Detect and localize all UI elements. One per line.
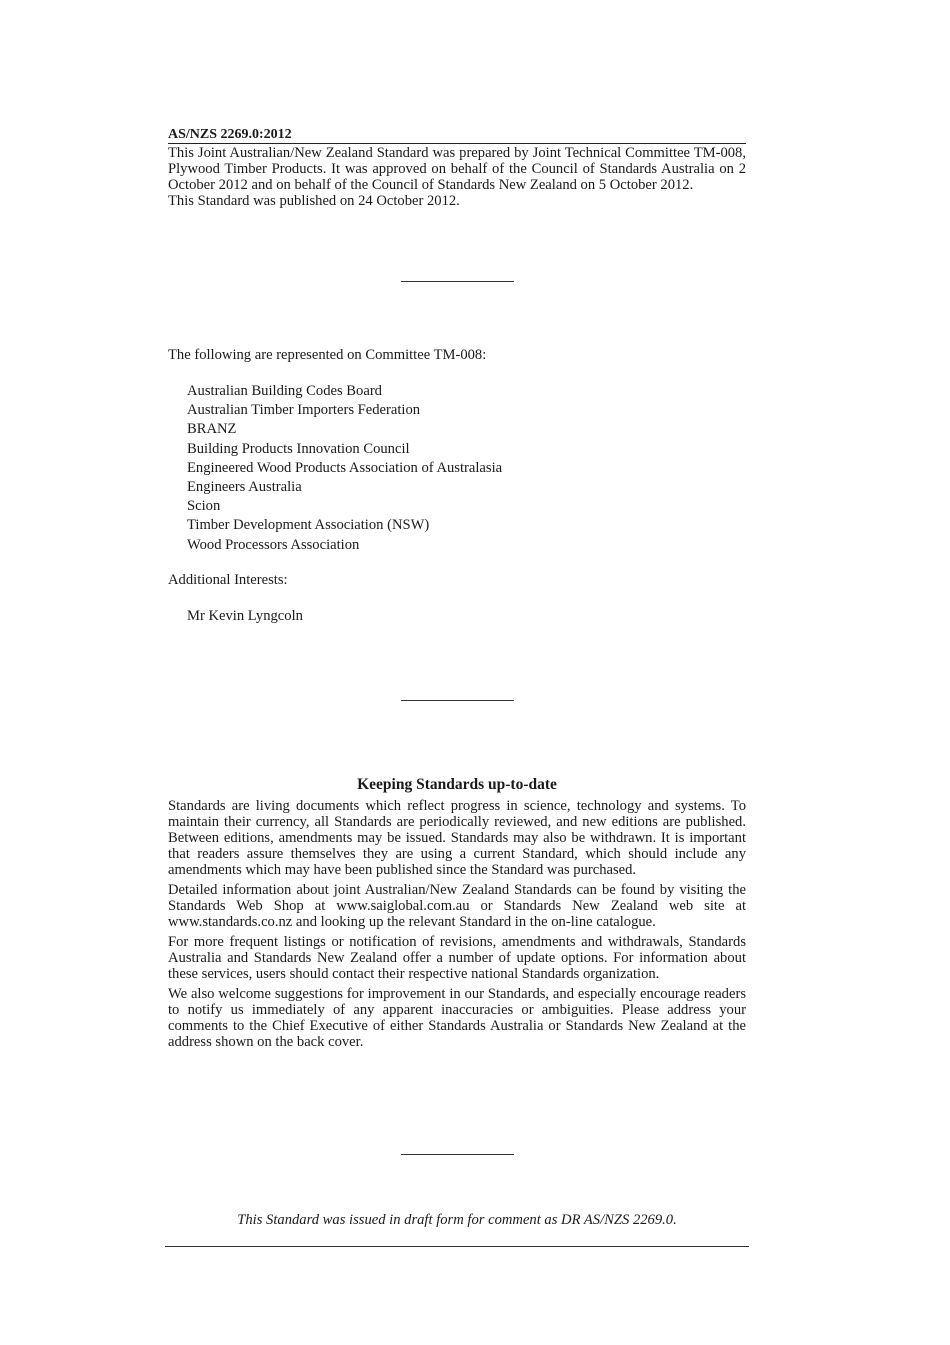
keeping-standards-heading: Keeping Standards up-to-date [357,776,557,793]
committee-intro: The following are represented on Committee TM-008: [168,347,487,363]
keeping-paragraph: Detailed information about joint Australian/New Zealand Standards can be found by visiting the Standards Web Shop at www.saiglobal.com.au or Standards New Zealand web site at www.standards.co.nz and looking up the relevant Standard in the on-line catalogue. [168,882,746,930]
committee-member-list [187,382,502,555]
additional-interests-list [187,607,303,626]
keeping-paragraph: For more frequent listings or notification of revisions, amendments and withdrawals, Standards Australia and Standards New Zealand offer a number of update options. For information about these services, users should contact their respective national Standards organization. [168,934,746,982]
section-divider-1 [401,281,514,282]
committee-member: BRANZ [187,421,237,438]
standard-designation: AS/NZS 2269.0:2012 [168,126,746,144]
committee-member: Engineered Wood Products Association of Australasia [187,459,503,476]
additional-interests-label: Additional Interests: [168,572,288,588]
keeping-paragraph: We also welcome suggestions for improvement in our Standards, and especially encourage readers to notify us immediately of any apparent inaccuracies or ambiguities. Please address your comments to the Chief Executive of either Standards Australia or Standards New Zealand at the address shown on the back cover. [168,986,746,1050]
section-divider-3 [401,1154,514,1155]
approval-block [168,145,746,209]
section-divider-2 [401,700,514,701]
committee-member: Scion [187,498,221,515]
draft-note: This Standard was issued in draft form for comment as DR AS/NZS 2269.0. [237,1212,677,1228]
committee-member: Wood Processors Association [187,536,360,553]
keeping-standards-body [168,798,746,1054]
committee-member: Australian Timber Importers Federation [187,402,421,419]
committee-member: Timber Development Association (NSW) [187,517,430,534]
additional-interest-member: Mr Kevin Lyngcoln [187,608,303,624]
published-date-text: This Standard was published on 24 October 2012. [168,193,460,209]
committee-member: Engineers Australia [187,479,302,496]
committee-member: Australian Building Codes Board [187,383,382,399]
bottom-rule [165,1246,749,1247]
keeping-paragraph: Standards are living documents which reflect progress in science, technology and systems. To maintain their currency, all Standards are periodically reviewed, and new editions are published. Between editions, amendments may be issued. Standards may also be withdrawn. It is important that readers assure themselves they are using a current Standard, which should include any amendments which may have been published since the Standard was purchased. [168,798,746,878]
committee-member: Building Products Innovation Council [187,440,410,457]
approval-text: This Joint Australian/New Zealand Standard was prepared by Joint Technical Committee TM-008, Plywood Timber Products. It was approved on behalf of the Council of Standards Australia on 2 October 2012 and on behalf of the Council of Standards New Zealand on 5 October 2012. [168,145,746,193]
